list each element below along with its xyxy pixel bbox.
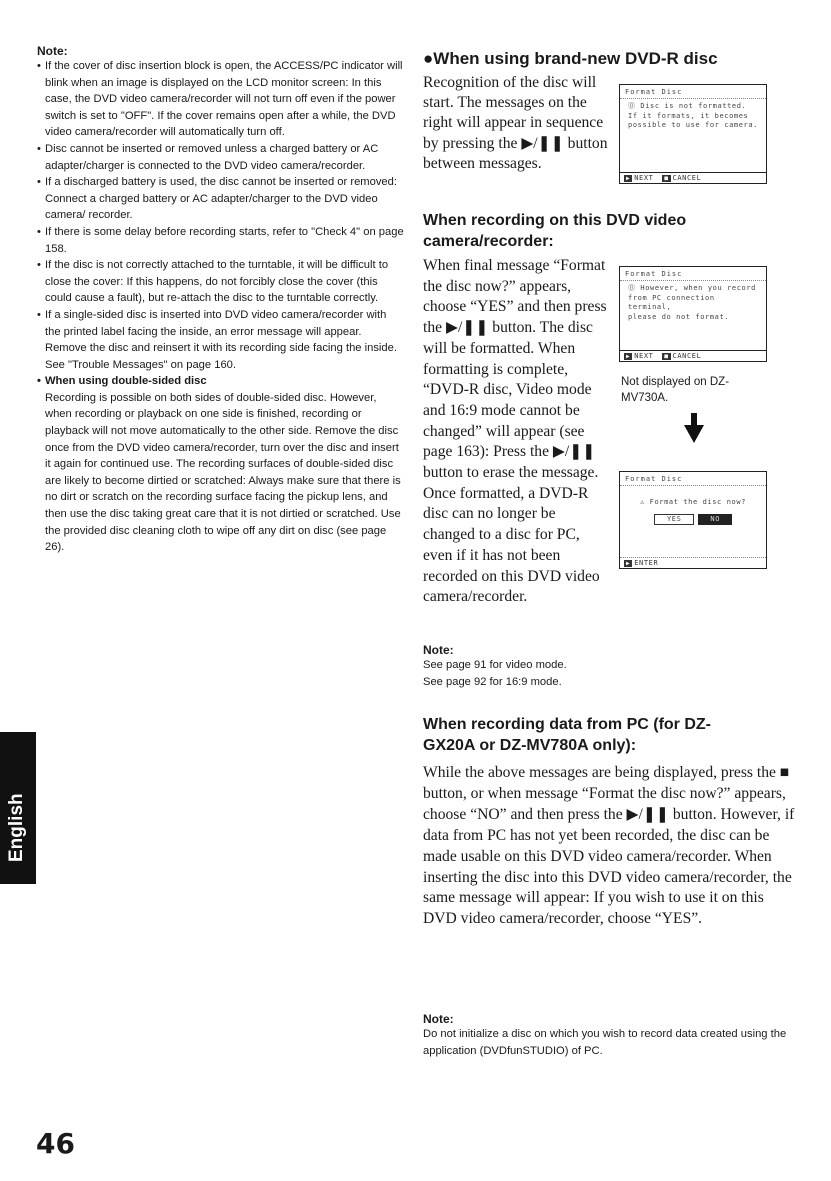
next-label: NEXT	[634, 352, 654, 360]
note-modes	[423, 643, 803, 690]
screen-line: Ⓑ Disc is not formatted.	[628, 102, 747, 110]
title-line: camera/recorder:	[423, 233, 554, 250]
no-option[interactable]: NO	[698, 514, 732, 526]
yes-option[interactable]: YES	[654, 514, 694, 526]
caption-not-displayed: Not displayed on DZ-MV730A.	[621, 376, 730, 404]
list-item: • If a discharged battery is used, the disc cannot be inserted or removed: Connect a charged battery or AC adapter/charger to the DVD video camera/ recorder.	[37, 174, 405, 224]
list-item: • If the disc is not correctly attached to the turntable, it will be difficult to close the cover: If this happens, do not forcibly close the cover (this could cause a fault), but re-attach the disc to the turntable correctly.	[37, 257, 405, 307]
note-heading: Note:	[423, 1012, 454, 1026]
note-list	[37, 58, 405, 390]
arrow-down-icon	[683, 413, 705, 443]
section-text-brand-new: Recognition of the disc will start. The messages on the right will appear in sequence by pressing the ▶/❚❚ button between messages.	[423, 74, 608, 172]
screen-line: Ⓑ However, when you record	[628, 284, 756, 292]
cancel-label: CANCEL	[672, 174, 702, 182]
note-text: Do not initialize a disc on which you wish to record data created using the application (DVDfunSTUDIO) of PC.	[423, 1028, 787, 1057]
section-text-recording: When final message “Format the disc now?” appears, choose “YES” and then press the ▶/❚❚ button. The disc will be formatted. When formatting is complete, “DVD-R disc, Video mode and 16:9 mode cannot be changed” will appear (see page 163): Press the ▶/❚❚ button to erase the message. Once formatted, a DVD-R disc can no longer be changed to a disc for PC, even if it has not been recorded on this DVD video camera/recorder.	[423, 257, 607, 606]
screen-format-disc-1	[619, 84, 767, 184]
stop-key-icon: ■	[664, 175, 669, 182]
screen-line: possible to use for camera.	[628, 121, 758, 129]
list-item-double-sided: • When using double-sided disc	[37, 373, 405, 390]
cancel-label: CANCEL	[672, 352, 702, 360]
screen-line: from PC connection	[628, 293, 715, 302]
note-initialize	[423, 1012, 803, 1059]
language-tab	[0, 732, 36, 884]
double-sided-text: Recording is possible on both sides of double-sided disc. However, when recording or playback on one side is finished, recording or playback will not move automatically to the other side. Remove the disc once from the DVD video camera/recorder, turn over the disc and insert it again for continued use. The recording surfaces of double-sided disc are likely to become dirtied or scratched: Always make sure that there is no dirt or scratch on the recording surface facing the pickup lens, and then use the disc taking great care that it is not dirtied or scratched. Use the provided disc cleaning cloth to wipe off any dirt on disc (see page 26).	[45, 391, 401, 554]
play-key-icon: ▶	[626, 175, 631, 182]
screen-title: Format Disc	[620, 267, 766, 281]
screen-line: terminal,	[628, 303, 672, 311]
section-title-brand-new: ●When using brand-new DVD-R disc	[423, 49, 718, 68]
screen-footer	[620, 350, 766, 361]
enter-label: ENTER	[634, 559, 659, 567]
section-title-pc-data	[423, 714, 818, 756]
list-item: • If the cover of disc insertion block is open, the ACCESS/PC indicator will blink when an image is displayed on the LCD monitor screen: In this case, the DVD video camera/recorder will not turn off even if the power switch is set to "OFF". If the cover remains open after a while, the DVD video camera/recorder will automatically turn off.	[37, 58, 405, 141]
play-key-icon: ▶	[626, 353, 631, 360]
list-item: • Disc cannot be inserted or removed unless a charged battery or AC adapter/charger is connected to the DVD video camera/recorder.	[37, 141, 405, 174]
stop-key-icon: ■	[664, 353, 669, 360]
section-title-recording	[423, 210, 813, 252]
section-text-pc-data: While the above messages are being displayed, press the ■ button, or when message “Format the disc now?” appears, choose “NO” and then press the ▶/❚❚ button. However, if data from PC has not yet been recorded, the disc can be made usable on this DVD video camera/recorder. When inserting the disc into this DVD video camera/recorder, the same message will appear: If you wish to use it on this DVD video camera/recorder, choose “YES”.	[423, 764, 795, 928]
next-label: NEXT	[634, 174, 654, 182]
title-line: When recording on this DVD video	[423, 212, 687, 229]
list-item: • If there is some delay before recording starts, refer to "Check 4" on page 158.	[37, 224, 405, 257]
note-line: See page 92 for 16:9 mode.	[423, 675, 562, 688]
screen-line: please do not format.	[628, 312, 730, 321]
play-key-icon: ▶	[626, 560, 631, 567]
title-line: GX20A or DZ-MV780A only):	[423, 737, 637, 754]
language-tab-label: English	[6, 793, 27, 862]
page-number: 46	[36, 1127, 75, 1160]
title-line: When recording data from PC (for DZ-	[423, 716, 711, 733]
screen-title: Format Disc	[620, 85, 766, 99]
screen-format-disc-2	[619, 266, 767, 362]
screen-line: If it formats, it becomes	[628, 111, 749, 120]
screen-footer	[620, 557, 766, 568]
note-heading: Note:	[37, 44, 68, 58]
left-note	[37, 44, 405, 556]
list-item: • If a single-sided disc is inserted into DVD video camera/recorder with the printed label facing the inside, an error message will appear. Remove the disc and reinsert it with its recording side facing the inside. See "Trouble Messages" on page 160.	[37, 307, 405, 373]
screen-footer	[620, 172, 766, 183]
note-heading: Note:	[423, 643, 454, 657]
screen-question: ⚠ Format the disc now?	[640, 498, 746, 506]
screen-title: Format Disc	[620, 472, 766, 486]
note-line: See page 91 for video mode.	[423, 659, 567, 671]
screen-format-disc-3	[619, 471, 767, 569]
